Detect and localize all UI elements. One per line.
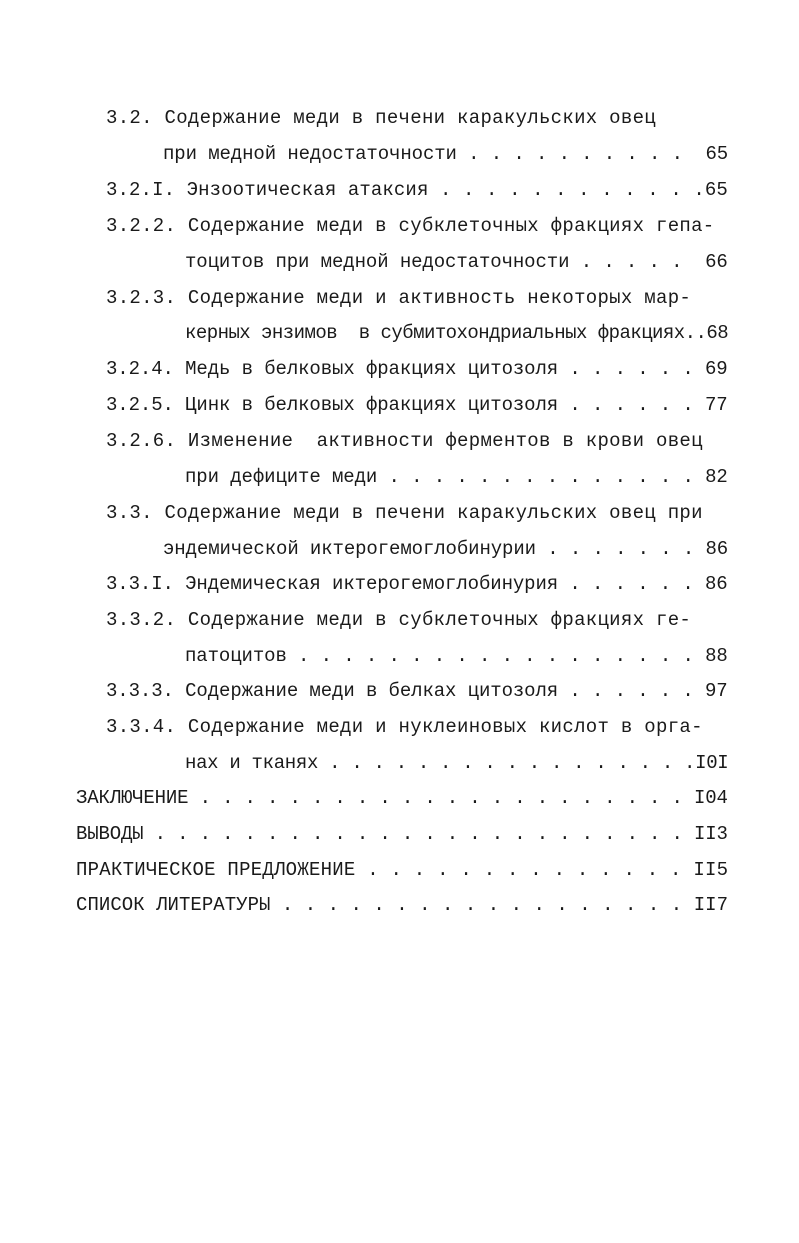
toc-line: 3.2.I. Энзоотическая атаксия . . . . . . . . . . . .65 [106, 179, 728, 201]
toc-line: 3.3.3. Содержание меди в белках цитозоля . . . . . . 97 [106, 680, 728, 702]
toc-line: тоцитов при медной недостаточности . . . . . 66 [185, 251, 728, 273]
toc-line: 3.3.I. Эндемическая иктерогемоглобинурия . . . . . . 86 [106, 573, 728, 595]
toc-line: 3.2.4. Медь в белковых фракциях цитозоля . . . . . . 69 [106, 358, 728, 380]
toc-line: патоцитов . . . . . . . . . . . . . . . . . . 88 [185, 645, 728, 667]
toc-line: ВЫВОДЫ . . . . . . . . . . . . . . . . . . . . . . . . II3 [76, 823, 728, 845]
toc-line: СПИСОК ЛИТЕРАТУРЫ . . . . . . . . . . . . . . . . . . II7 [76, 894, 729, 916]
toc-line: 3.2.5. Цинк в белковых фракциях цитозоля . . . . . . 77 [106, 394, 728, 416]
toc-line: 3.3.2. Содержание меди в субклеточных фракциях ге- [106, 609, 692, 631]
toc-line: 3.2.3. Содержание меди и активность некоторых мар- [106, 287, 692, 309]
toc-line: 3.2. Содержание меди в печени каракульских овец [106, 107, 656, 129]
toc-line: эндемической иктерогемоглобинурии . . . . . . . 86 [163, 538, 729, 560]
toc-line: при медной недостаточности . . . . . . . . . . 65 [163, 143, 729, 165]
toc-line: ЗАКЛЮЧЕНИЕ . . . . . . . . . . . . . . . . . . . . . . I04 [76, 787, 728, 809]
toc-line: нах и тканях . . . . . . . . . . . . . . . . .I0I [185, 752, 729, 774]
toc-line: 3.2.2. Содержание меди в субклеточных фракциях гепа- [106, 215, 715, 237]
toc-line: 3.3. Содержание меди в печени каракульских овец при [106, 502, 703, 524]
toc-line: ПРАКТИЧЕСКОЕ ПРЕДЛОЖЕНИЕ . . . . . . . . . . . . . . II5 [76, 859, 729, 881]
toc-line: керных энзимов в субмитохондриальных фракциях..68 [185, 322, 729, 344]
toc-line: 3.3.4. Содержание меди и нуклеиновых кислот в орга- [106, 716, 703, 738]
toc-line: при дефиците меди . . . . . . . . . . . . . . 82 [185, 466, 728, 488]
toc-line: 3.2.6. Изменение активности ферментов в крови овец [106, 430, 703, 452]
